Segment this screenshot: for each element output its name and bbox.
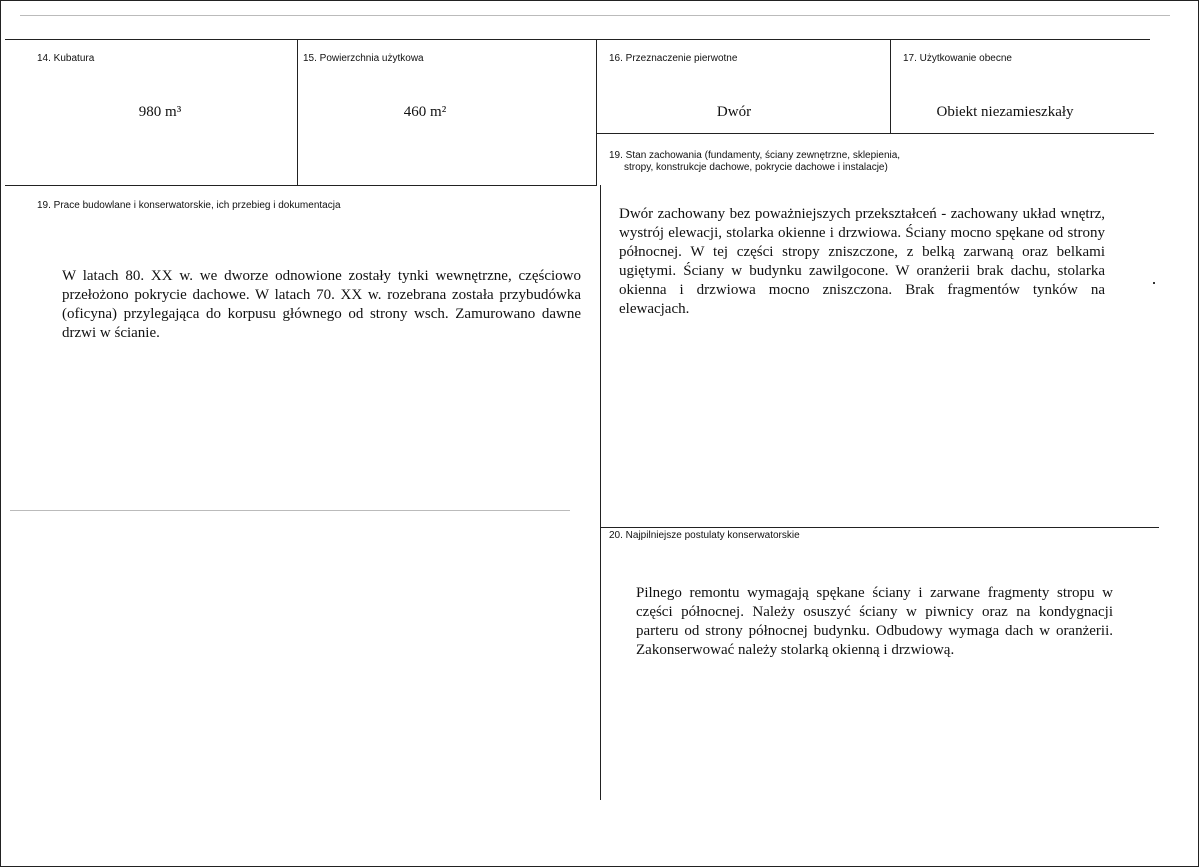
stan-zachowania-label-line1: 19. Stan zachowania (fundamenty, ściany zewnętrzne, sklepienia,	[609, 150, 901, 161]
grid-line-top	[5, 39, 1150, 40]
uzytkowanie-label: 17. Użytkowanie obecne	[903, 53, 1012, 64]
prace-budowlane-text: W latach 80. XX w. we dworze odnowione zostały tynki wewnętrzne, częściowo przełożono pokrycie dachowe. W latach 70. XX w. rozebrana została przybudówka (oficyna) przylegająca do korpusu głównego od strony wsch. Zamurowano dawne drzwi w ścianie.	[62, 268, 581, 341]
przeznaczenie-value: Dwór	[716, 104, 752, 120]
uzytkowanie-value: Obiekt niezamieszkały	[936, 104, 1074, 120]
grid-line-v1	[297, 39, 298, 186]
stan-zachowania-text: Dwór zachowany bez poważniejszych przekształceń - zachowany układ wnętrz, wystrój elewacji, stolarka okienne i drzwiowa. Ściany mocno spękane od strony północnej. W tej części stropy zniszczone, z belką zarwaną oraz belkami ugiętymi. Ściany w budynku zawilgocone. W oranżerii brak dachu, stolarka okienna i drzwiowa mocno zniszczona. Brak fragmentów tynków na elewacjach.	[619, 206, 1105, 317]
postulaty-text: Pilnego remontu wymagają spękane ściany i zarwane fragmenty stropu w części północnej. Należy osuszyć ściany w piwnicy oraz na kondygnacji parteru od strony północnej budynku. Odbudowy wymaga dach w oranżerii. Zakonserwować należy stolarką okienną i drzwiową.	[636, 585, 1113, 658]
postulaty-label: 20. Najpilniejsze postulaty konserwatorskie	[609, 530, 800, 541]
grid-line-v2	[596, 39, 597, 186]
kubatura-value: 980 m³	[138, 104, 182, 120]
grid-line-center	[600, 185, 601, 800]
stan-zachowania-label-line2: stropy, konstrukcje dachowe, pokrycie dachowe i instalacje)	[624, 162, 888, 173]
grid-line-right-upper	[596, 133, 1154, 134]
grid-line-right-lower	[601, 527, 1159, 528]
scan-speck	[1153, 282, 1155, 284]
scan-artifact-line-mid	[10, 510, 570, 511]
powierzchnia-label: 15. Powierzchnia użytkowa	[303, 53, 424, 64]
grid-line-left-mid	[5, 185, 597, 186]
przeznaczenie-label: 16. Przeznaczenie pierwotne	[609, 53, 738, 64]
scan-artifact-line-top	[20, 15, 1170, 16]
kubatura-label: 14. Kubatura	[37, 53, 95, 64]
powierzchnia-value: 460 m²	[403, 104, 447, 120]
prace-budowlane-label: 19. Prace budowlane i konserwatorskie, ich przebieg i dokumentacja	[37, 200, 341, 211]
grid-line-v3	[890, 39, 891, 134]
